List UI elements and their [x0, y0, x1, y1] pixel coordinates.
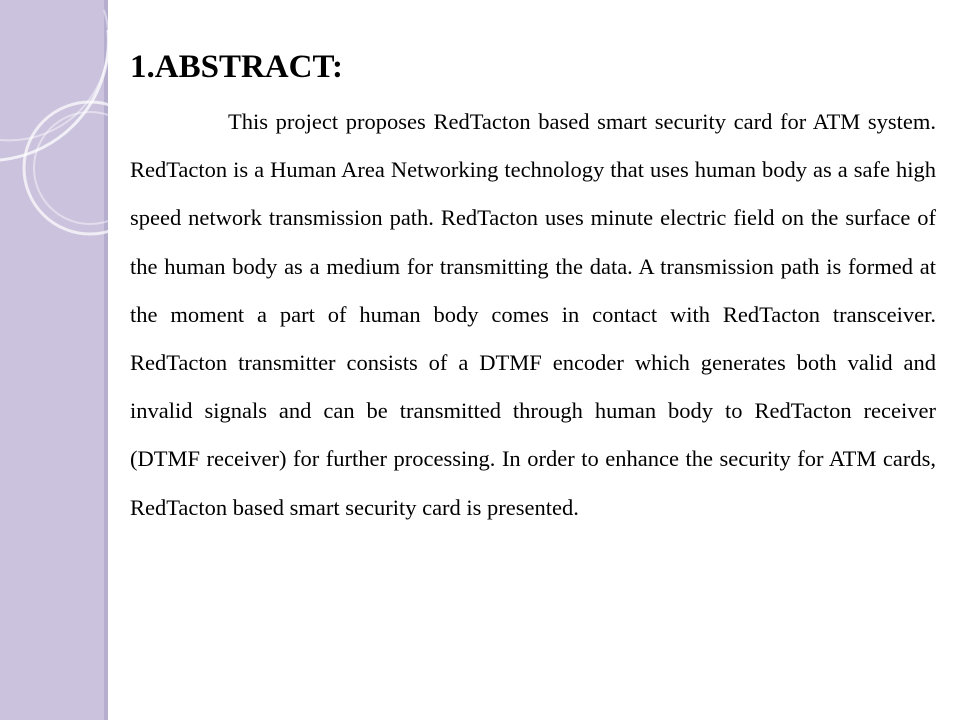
ring-inner-icon: [34, 112, 140, 224]
decorative-rings-icon: [0, 0, 140, 260]
slide-title: 1.ABSTRACT:: [130, 49, 344, 85]
top-arc-inner-icon: [0, 10, 109, 140]
abstract-paragraph: This project proposes RedTacton based smart security card for ATM system. RedTacton is a Human Area Networking technology that uses human body as a safe high speed network transmission path. RedTacton uses minute electric field on the surface of the human body as a medium for transmitting the data. A transmission path is formed at the moment a part of human body comes in contact with RedTacton transceiver. RedTacton transmitter consists of a DTMF encoder which generates both valid and invalid signals and can be transmitted through human body to RedTacton receiver (DTMF receiver) for further processing. In order to enhance the security for ATM cards, RedTacton based smart security card is presented.: [130, 109, 936, 520]
